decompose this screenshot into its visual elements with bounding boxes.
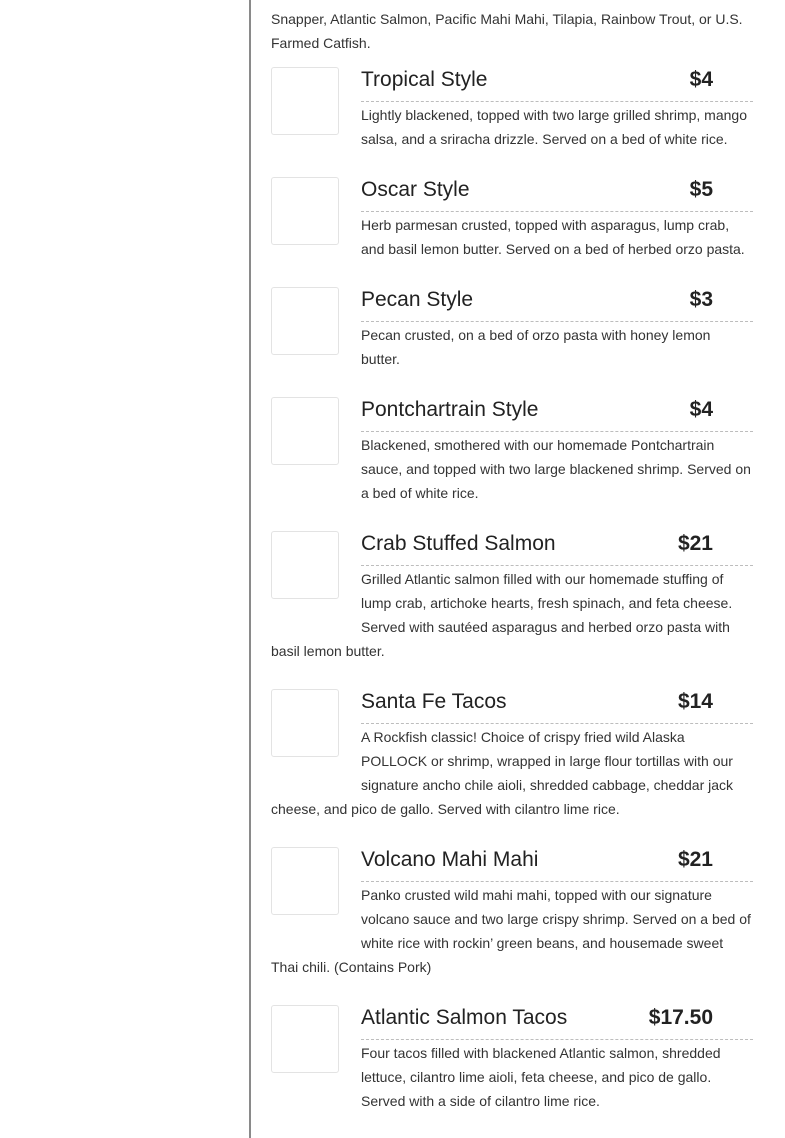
menu-item-description-text: Pecan crusted, on a bed of orzo pasta with honey lemon butter. <box>361 327 711 367</box>
menu-item-description <box>271 177 753 261</box>
menu-item[interactable] <box>271 177 753 281</box>
menu-item[interactable] <box>271 847 753 979</box>
menu-item-title[interactable]: Atlantic Salmon Tacos <box>361 1006 568 1029</box>
menu-item-price: $4 <box>689 398 713 421</box>
menu-item[interactable] <box>271 67 753 171</box>
menu-item-description <box>271 67 753 151</box>
menu-item-description-text: Four tacos filled with blackened Atlantic salmon, shredded lettuce, cilantro lime aioli, feta cheese, and pico de gallo. Served with a side of cilantro lime rice. <box>361 1045 721 1109</box>
menu-item-description <box>271 847 753 979</box>
menu-item-description <box>271 531 753 663</box>
menu-item-description <box>271 397 753 505</box>
menu-item-title[interactable]: Pecan Style <box>361 288 474 311</box>
menu-item-price: $21 <box>677 848 713 871</box>
menu-item-description <box>271 287 753 371</box>
menu-item[interactable] <box>271 1005 753 1113</box>
intro-text: Snapper, Atlantic Salmon, Pacific Mahi Mahi, Tilapia, Rainbow Trout, or U.S. Farmed Catfish. <box>271 11 743 51</box>
menu-item-description-text: Blackened, smothered with our homemade Pontchartrain sauce, and topped with two large blackened shrimp. Served on a bed of white rice. <box>361 437 751 501</box>
menu-item-title[interactable]: Santa Fe Tacos <box>361 690 507 713</box>
menu-item-description-text: A Rockfish classic! Choice of crispy fried wild Alaska POLLOCK or shrimp, wrapped in large flour tortillas with our signature ancho chile aioli, shredded cabbage, cheddar jack cheese, and pico de gallo. Served with cilantro lime rice. <box>271 729 734 817</box>
menu-item[interactable] <box>271 287 753 391</box>
menu-item-description <box>271 689 753 821</box>
menu-item-description-text: Panko crusted wild mahi mahi, topped with our signature volcano sauce and two large crispy shrimp. Served on a bed of white rice with rockin’ green beans, and housemade sweet Thai chili. (Contains Pork) <box>271 887 751 975</box>
menu-item-price: $14 <box>677 690 713 713</box>
menu-item-title[interactable]: Crab Stuffed Salmon <box>361 532 556 555</box>
left-sidebar <box>0 0 249 1138</box>
menu-item-title[interactable]: Oscar Style <box>361 178 470 201</box>
menu-item-price: $5 <box>689 178 713 201</box>
menu-item-price: $4 <box>689 68 713 91</box>
sidebar-divider <box>249 0 251 1138</box>
menu-item-price: $17.50 <box>648 1006 713 1029</box>
menu-item-title[interactable]: Tropical Style <box>361 68 488 91</box>
menu-item-price: $3 <box>689 288 713 311</box>
menu-item[interactable] <box>271 397 753 505</box>
menu-item-description-text: Grilled Atlantic salmon filled with our homemade stuffing of lump crab, artichoke hearts, fresh spinach, and feta cheese. Served with sautéed asparagus and herbed orzo pasta with basil lemon butter. <box>271 571 733 659</box>
menu-item-price: $21 <box>677 532 713 555</box>
menu-item-description-text: Herb parmesan crusted, topped with asparagus, lump crab, and basil lemon butter. Served on a bed of herbed orzo pasta. <box>361 217 745 257</box>
menu-item-title[interactable]: Pontchartrain Style <box>361 398 539 421</box>
menu-item[interactable] <box>271 689 753 821</box>
menu-item-description-text: Lightly blackened, topped with two large grilled shrimp, mango salsa, and a sriracha drizzle. Served on a bed of white rice. <box>361 107 747 147</box>
menu-item-title[interactable]: Volcano Mahi Mahi <box>361 848 539 871</box>
menu-item[interactable] <box>271 531 753 663</box>
menu-item-description <box>271 1005 753 1113</box>
